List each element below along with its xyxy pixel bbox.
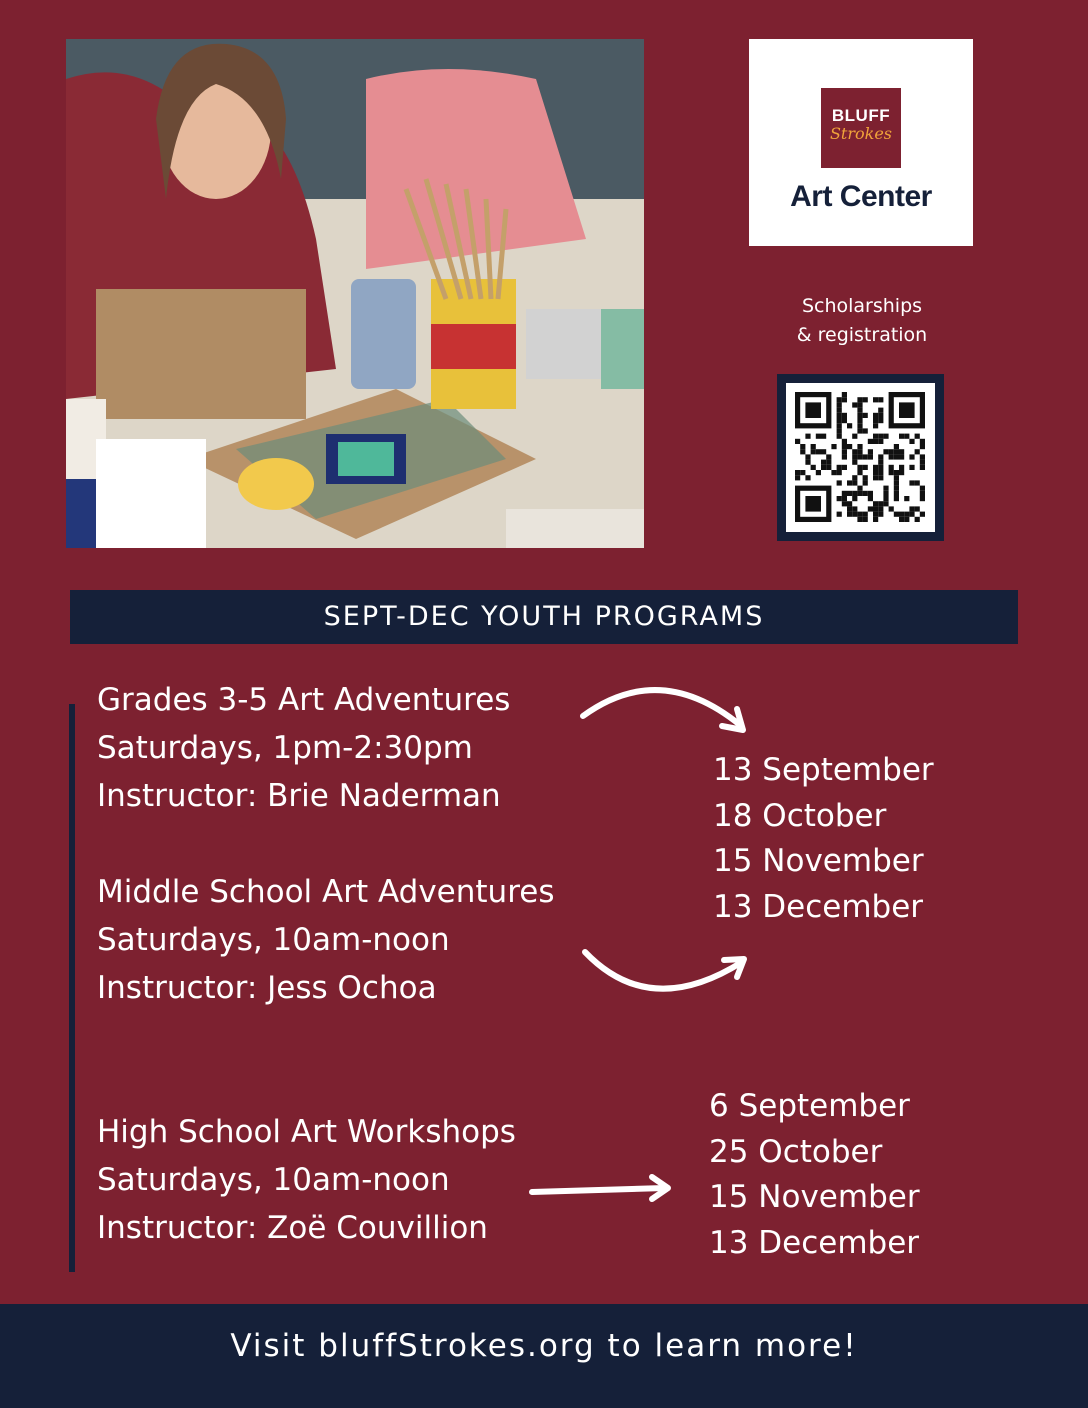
date-item: 6 September xyxy=(709,1088,910,1124)
date-item: 13 December xyxy=(709,1224,920,1261)
footer-text[interactable]: Visit bluffStrokes.org to learn more! xyxy=(230,1328,858,1364)
scholarship-line-2: & registration xyxy=(796,324,928,346)
date-item: 25 October xyxy=(709,1133,883,1170)
program-instructor: Instructor: Brie Naderman xyxy=(97,778,501,814)
straight-arrow-icon xyxy=(532,1177,668,1199)
date-item: 13 September xyxy=(713,752,934,788)
program-time: Saturdays, 1pm-2:30pm xyxy=(97,730,473,766)
logo-brand-script: Strokes xyxy=(829,124,893,143)
logo-brand-top: BLUFF xyxy=(831,106,891,125)
program-name: High School Art Workshops xyxy=(97,1114,516,1150)
date-item: 13 December xyxy=(713,888,924,925)
program-time: Saturdays, 10am-noon xyxy=(97,1162,450,1198)
program-name: Grades 3-5 Art Adventures xyxy=(97,682,511,718)
program-name: Middle School Art Adventures xyxy=(97,874,555,910)
date-item: 15 November xyxy=(709,1179,920,1215)
scholarship-line-1: Scholarships xyxy=(801,295,923,317)
footer xyxy=(0,1304,1088,1408)
program-time: Saturdays, 10am-noon xyxy=(97,922,450,958)
logo-name: Art Center xyxy=(790,180,932,213)
curved-arrow-icon xyxy=(585,952,744,989)
program-instructor: Instructor: Zoë Couvillion xyxy=(97,1210,488,1246)
section-banner: SEPT-DEC YOUTH PROGRAMS xyxy=(70,590,1018,644)
program-instructor: Instructor: Jess Ochoa xyxy=(97,970,437,1006)
curved-arrow-icon xyxy=(583,690,743,730)
date-item: 18 October xyxy=(713,797,887,834)
date-item: 15 November xyxy=(713,843,924,879)
